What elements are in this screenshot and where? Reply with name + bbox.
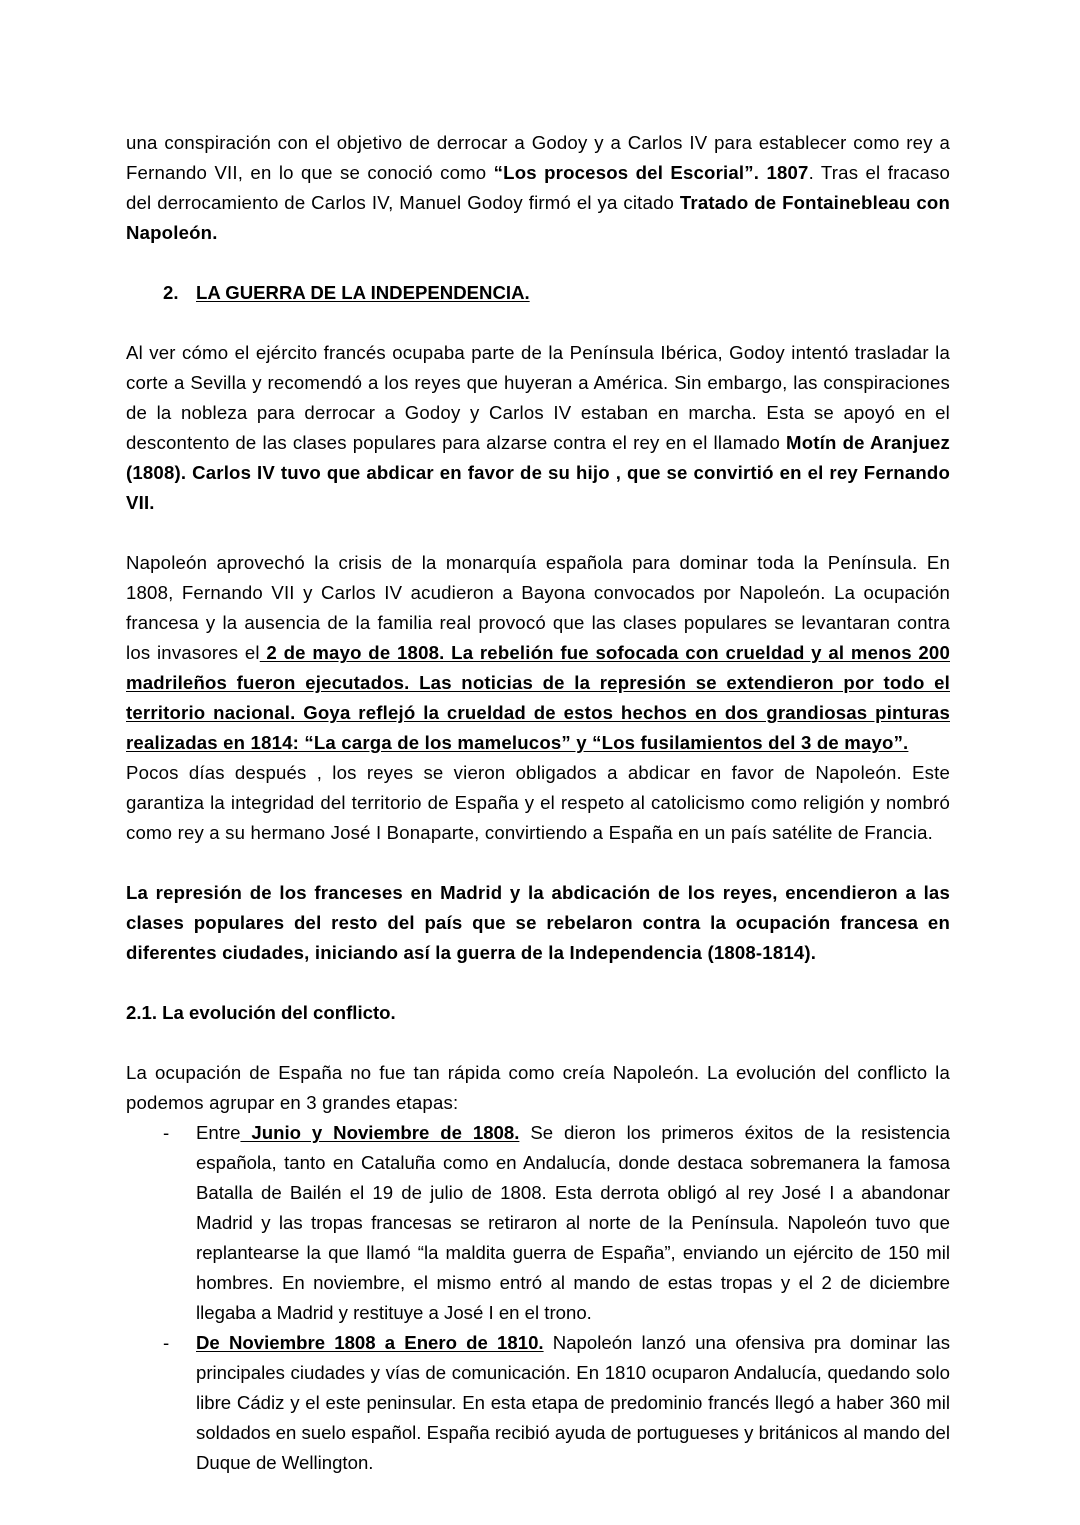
dash-bullet-icon: - [163,1122,170,1143]
paragraph-conspiracion [126,128,950,248]
section-heading-2 [163,278,950,308]
list-item [126,1118,950,1328]
paragraph-conspiracion-bold-1: “Los procesos del Escorial”. 1807 [493,162,809,183]
spacer [126,308,950,338]
paragraph-ocupacion-etapas: La ocupación de España no fue tan rápida como creía Napoleón. La evolución del conflicto la podemos agrupar en 3 grandes etapas: [126,1062,950,1113]
spacer [126,1028,950,1058]
list-item-lead-emphasis: Junio y Noviembre de 1808. [240,1122,520,1143]
paragraph-ejercito-frances-bold: Motín de Aranjuez (1808). Carlos IV tuvo que abdicar en favor de su hijo , que se convirtió en el rey Fernando VII. [126,432,951,513]
paragraph-ejercito-frances [126,338,950,518]
list-item [126,1328,950,1478]
list-item-lead-plain: Entre [196,1122,241,1143]
paragraph-conspiracion-bold-2: Tratado de Fontainebleau con Napoleón. [126,192,950,243]
paragraph-napoleon-crisis [126,548,950,848]
dash-bullet-icon: - [163,1332,170,1353]
spacer [126,518,950,548]
section-number: 2. [163,282,179,303]
etapas-list [126,1118,950,1478]
list-item-body: Se dieron los primeros éxitos de la resistencia española, tanto en Cataluña como en Andalucía, donde destaca sobremanera la famosa Batalla de Bailén el 19 de julio de 1808. Esta derrota obligó al rey José I a abandonar Madrid y las tropas francesas se retiraron al norte de la Península. Napoleón tuvo que replantearse la que llamó “la maldita guerra de España”, enviando un ejército de 150 mil hombres. En noviembre, el mismo entró al mando de estas tropas y el 2 de diciembre llegaba a Madrid y restituye a José I en el trono. [196,1122,950,1323]
paragraph-ejercito-frances-text: Al ver cómo el ejército francés ocupaba parte de la Península Ibérica, Godoy intentó trasladar la corte a Sevilla y recomendó a los reyes que huyeran a América. Sin embargo, las conspiraciones de la nobleza para derrocar a Godoy y Carlos IV estaban en marcha. Esta se apoyó en el descontento de las clases populares para alzarse contra el rey en el llamado [126,342,950,453]
document-body [126,128,950,1478]
spacer [126,848,950,878]
paragraph-napoleon-crisis-text: Napoleón aprovechó la crisis de la monarquía española para dominar toda la Península. En 1808, Fernando VII y Carlos IV acudieron a Bayona convocados por Napoleón. La ocupación francesa y la ausencia de la familia real provocó que las clases populares se levantaran contra los invasores el [126,552,950,663]
paragraph-pocos-dias-text: Pocos días después , los reyes se vieron obligados a abdicar en favor de Napoleón. Este garantiza la integridad del territorio de España y el respeto al catolicismo como religión y nombró como rey a su hermano José I Bonaparte, convirtiendo a España en un país satélite de Francia. [126,762,950,843]
paragraph-conspiracion-text-1: una conspiración con el objetivo de derrocar a Godoy y a Carlos IV para establecer como rey a Fernando VII, en lo que se conoció como [126,132,950,183]
spacer [126,248,950,278]
spacer [126,968,950,998]
list-item-body: Napoleón lanzó una ofensiva pra dominar las principales ciudades y vías de comunicación. En 1810 ocuparon Andalucía, quedando solo libre Cádiz y el este peninsular. En esta etapa de predominio francés llegó a haber 360 mil soldados en suelo español. España recibió ayuda de portugueses y británicos al mando del Duque de Wellington. [196,1332,951,1473]
paragraph-represion-bold [126,878,950,968]
paragraph-represion-bold-text: La represión de los franceses en Madrid y la abdicación de los reyes, encendieron a las clases populares del resto del país que se rebelaron contra la ocupación francesa en diferentes ciudades, iniciando así la guerra de la Independencia (1808-1814). [126,882,950,963]
list-item-lead-emphasis: De Noviembre 1808 a Enero de 1810. [196,1332,544,1353]
paragraph-conspiracion-text-2: . Tras el fracaso del derrocamiento de Carlos IV, Manuel Godoy firmó el ya citado [126,162,951,213]
paragraph-dos-de-mayo-emphasis: 2 de mayo de 1808. La rebelión fue sofocada con crueldad y al menos 200 madrileños fueron ejecutados. Las noticias de la represión se extendieron por todo el territorio nacional. Goya reflejó la crueldad de estos hechos en dos grandiosas pinturas realizadas en 1814: “La carga de los mamelucos” y “Los fusilamientos del 3 de mayo”. [126,642,950,753]
section-title: LA GUERRA DE LA INDEPENDENCIA. [196,282,530,303]
sub-heading-2-1: 2.1. La evolución del conflicto. [126,1002,396,1023]
